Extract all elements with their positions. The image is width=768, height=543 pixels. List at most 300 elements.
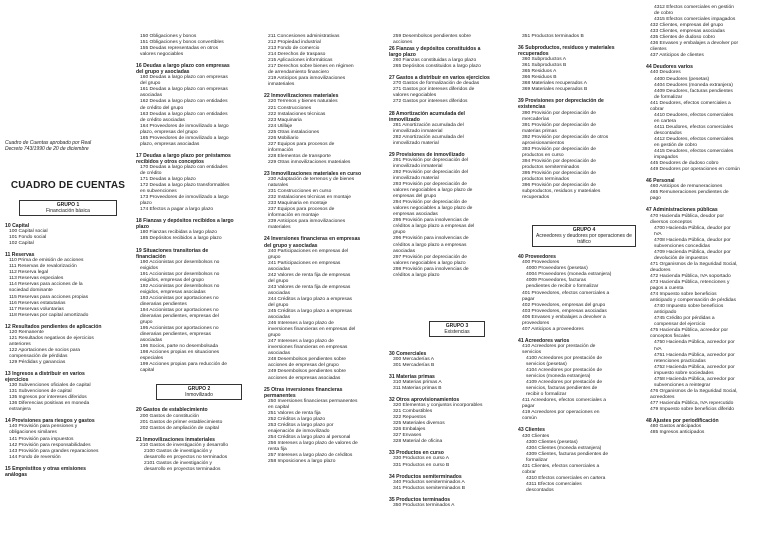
account-line: 331 Productos en curso B bbox=[393, 462, 450, 468]
account-line: 436 Envases y embalajes a devolver por bbox=[650, 41, 739, 47]
account-line: descontados bbox=[654, 130, 682, 136]
account-line: 390 Provisión por depreciación de bbox=[522, 110, 596, 116]
group-3-subtitle: Existencias bbox=[444, 328, 470, 335]
account-group-heading: largo plazo bbox=[389, 52, 416, 59]
account-line: 195 Accionistas por aportaciones no bbox=[140, 326, 219, 332]
account-line: 281 Amortización acumulada del bbox=[393, 122, 464, 128]
account-line: 272 Gastos por intereses diferidos bbox=[393, 99, 468, 105]
account-line: 227 Equipos para procesos de bbox=[268, 141, 335, 147]
account-line: 472 Hacienda Pública, IVA soportado bbox=[650, 273, 731, 279]
account-line: 369 Materiales recuperados B bbox=[522, 87, 588, 93]
account-line: 101 Fondo social bbox=[9, 235, 47, 241]
account-line: dinerarias pendientes bbox=[140, 301, 187, 307]
account-line: 200 Gastos de constitución bbox=[140, 413, 199, 419]
account-line: 479 Impuesto sobre beneficios diferido bbox=[650, 407, 735, 412]
account-group-heading: 33 Productos en curso bbox=[389, 450, 444, 457]
account-line: 365 Residuos A bbox=[522, 69, 557, 75]
account-line: acreedores bbox=[650, 394, 675, 400]
account-group-heading: 31 Materias primas bbox=[389, 373, 435, 380]
account-line: 4312 Efectos comerciales en gestión bbox=[654, 5, 734, 10]
account-line: cobrar bbox=[650, 106, 664, 112]
decree-note-line-2: Decreto 743/1990 de 20 de diciembre bbox=[5, 146, 89, 152]
account-group-heading: 35 Productos terminados bbox=[389, 496, 451, 503]
account-line: grupo bbox=[268, 333, 281, 339]
group-2-box bbox=[156, 384, 242, 400]
account-line: pagos a cuenta bbox=[650, 286, 684, 292]
account-line: 393 Provisión por depreciación de bbox=[522, 146, 596, 152]
account-line: 212 Propiedad industrial bbox=[268, 40, 321, 46]
account-line: 480 Gastos anticipados bbox=[650, 424, 702, 430]
account-line: 198 Acciones propias en situaciones bbox=[140, 350, 220, 356]
account-line: 229 Otras inmovilizaciones materiales bbox=[268, 159, 351, 165]
account-line: 340 Productos semiterminados A bbox=[393, 479, 465, 485]
account-line: 102 Capital bbox=[9, 241, 34, 247]
account-line: 4304 Clientes (moneda extranjera) bbox=[526, 445, 602, 451]
account-line: 328 Material de oficina bbox=[393, 439, 443, 445]
account-line: IVA bbox=[654, 346, 662, 352]
account-line: 430 Clientes bbox=[522, 433, 550, 439]
account-group-heading: 29 Provisiones de inmovilizado bbox=[389, 151, 465, 158]
account-line: 245 Créditos a largo plazo a empresas bbox=[268, 309, 353, 315]
account-line: renta fija bbox=[268, 447, 287, 453]
account-line: plazo, empresas asociadas bbox=[140, 141, 200, 147]
account-line: 401 Proveedores, efectos comerciales a bbox=[522, 290, 610, 296]
account-line: 4708 Hacienda Pública, deudor por bbox=[654, 237, 731, 243]
account-line: 246 Intereses a largo plazo de bbox=[268, 321, 334, 327]
account-line: valores negociables a largo plazo bbox=[393, 260, 466, 266]
account-group-heading: 10 Capital bbox=[5, 223, 30, 229]
account-line: 2100 Gastos de investigación y bbox=[144, 448, 212, 454]
account-group-heading: 22 Inmovilizaciones materiales bbox=[264, 93, 339, 100]
account-line: 4309 Clientes, facturas pendientes de bbox=[526, 451, 609, 457]
account-line: 122 Aportaciones de socios para bbox=[9, 347, 80, 353]
account-line: compensación de pérdidas bbox=[9, 353, 68, 359]
account-line: subvenciones concedidas bbox=[654, 243, 711, 249]
account-line: exigidos, empresas del grupo bbox=[140, 277, 204, 283]
account-line: 4412 Deudores, efectos comerciales bbox=[654, 136, 734, 142]
account-line: valores negociables bbox=[140, 52, 184, 58]
account-line: 4000 Proveedores (pesetas) bbox=[526, 266, 588, 272]
account-line: 118 Reservas por capital amortizado bbox=[9, 312, 89, 318]
account-group-heading: recibidos y otros conceptos bbox=[136, 158, 204, 165]
account-group-heading: 44 Deudores varios bbox=[646, 64, 693, 71]
account-line: 131 Subvenciones de capital bbox=[9, 389, 72, 395]
account-line: impagados bbox=[654, 155, 678, 161]
account-group-heading: 23 Inmovilizaciones materiales en curso bbox=[264, 170, 362, 177]
account-line: exigidos bbox=[140, 265, 158, 271]
account-group-heading: 28 Amortización acumulada del bbox=[389, 110, 465, 117]
account-line: aprovisionamientos bbox=[522, 140, 565, 146]
account-line: 431 Clientes, efectos comerciales a bbox=[522, 463, 600, 469]
account-line: 391 Provisión por depreciación de bbox=[522, 122, 596, 128]
account-line: 142 Provisión para responsabilidades bbox=[9, 442, 91, 448]
account-line: compensar del ejercicio bbox=[654, 322, 706, 328]
account-group-heading: 25 Otras inversiones financieras bbox=[264, 386, 343, 393]
account-line: inversiones financieras en empresas del bbox=[268, 327, 356, 333]
account-line: 111 Reservas de revalorización bbox=[9, 264, 77, 270]
account-line: 151 Obligaciones y bonos convertibles bbox=[140, 40, 224, 46]
account-line: 471 Organismos de la Seguridad Social, bbox=[650, 261, 738, 267]
account-line: 237 Equipos para procesos de bbox=[268, 207, 335, 213]
account-line: del grupo bbox=[268, 302, 289, 308]
account-line: de crédito bbox=[140, 170, 162, 176]
account-group-heading: 32 Otros aprovisionamientos bbox=[389, 397, 460, 404]
account-line: 180 Fianzas recibidas a largo plazo bbox=[140, 230, 217, 236]
account-line: 241 Participaciones en empresas bbox=[268, 260, 341, 266]
group-2-subtitle: Inmovilizado bbox=[185, 392, 213, 399]
account-line: 449 Deudores por operaciones en común bbox=[650, 167, 740, 173]
account-line: 249 Desembolsos pendientes sobre bbox=[268, 369, 347, 375]
account-line: 256 Intereses a largo plazo de valores de bbox=[268, 441, 358, 446]
account-line: 202 Gastos de ampliación de capital bbox=[140, 425, 219, 431]
account-line: en gestión de cobro bbox=[654, 143, 697, 149]
account-line: 193 Accionistas por aportaciones no bbox=[140, 295, 219, 301]
account-line: 254 Créditos a largo plazo al personal bbox=[268, 434, 351, 440]
group-1-subtitle: Financiación básica bbox=[46, 208, 90, 214]
account-line: 135 Ingresos por intereses diferidos bbox=[9, 395, 87, 401]
account-line: 4411 Deudores, efectos comerciales bbox=[654, 124, 734, 130]
account-line: asociadas bbox=[268, 266, 291, 272]
account-line: valores negociables a largo plazo de bbox=[393, 188, 473, 194]
account-line: 217 Derechos sobre bienes en régimen bbox=[268, 64, 354, 70]
account-line: 240 Participaciones en empresas del bbox=[268, 248, 349, 254]
account-line: 322 Repuestos bbox=[393, 415, 426, 421]
account-line: 330 Productos en curso A bbox=[393, 456, 450, 462]
account-line: 403 Proveedores, empresas asociadas bbox=[522, 308, 607, 314]
account-line: 110 Prima de emisión de acciones bbox=[9, 258, 84, 264]
account-line: asociadas bbox=[268, 351, 291, 357]
account-line: 301 Mercaderías B bbox=[393, 362, 435, 368]
account-line: 432 Clientes, empresas del grupo bbox=[650, 23, 724, 29]
account-line: 253 Créditos a largo plazo por bbox=[268, 422, 334, 428]
account-line: 258 Imposiciones a largo plazo bbox=[268, 459, 336, 465]
column-6 bbox=[646, 0, 766, 436]
account-line: 4700 Hacienda Pública, deudor por bbox=[654, 225, 731, 231]
account-line: empresas asociadas bbox=[393, 212, 438, 218]
account-line: 251 Valores de renta fija bbox=[268, 410, 321, 416]
account-line: 4009 Proveedores, facturas bbox=[526, 278, 587, 284]
account-line: servicios (pesetas) bbox=[526, 362, 567, 368]
account-line: 474 Impuesto sobre beneficios bbox=[650, 292, 717, 298]
account-line: grupo bbox=[268, 254, 281, 260]
account-line: 351 Productos terminados B bbox=[522, 34, 584, 39]
account-line: en subvenciones bbox=[140, 189, 177, 195]
account-line: 114 Reservas para acciones de la bbox=[9, 282, 83, 288]
account-line: inversiones financieras en empresas bbox=[268, 345, 348, 351]
account-line: 411 Acreedores, efectos comerciales a bbox=[522, 398, 606, 404]
account-list-col5a bbox=[518, 34, 644, 201]
account-group-heading: 40 Proveedores bbox=[518, 254, 556, 261]
account-line: 196 Socios, parte no desembolsada bbox=[140, 344, 219, 350]
account-group-heading: inmovilizado bbox=[389, 116, 420, 123]
account-line: 400 Proveedores bbox=[522, 260, 560, 266]
account-line: plazo, empresas del grupo bbox=[140, 129, 198, 135]
account-line: 244 Créditos a largo plazo a empresas bbox=[268, 296, 353, 302]
account-line: IVA bbox=[654, 231, 662, 237]
account-line: información en montaje bbox=[268, 213, 319, 219]
account-line: 433 Clientes, empresas asociadas bbox=[650, 29, 725, 35]
account-group-heading: 21 Inmovilizaciones inmateriales bbox=[136, 436, 215, 443]
account-line: 155 Deudas representadas en otros bbox=[140, 46, 219, 52]
account-line: 326 Embalajes bbox=[393, 427, 426, 433]
account-group-heading: del grupo y asociadas bbox=[264, 242, 318, 249]
account-line: en capital bbox=[268, 404, 289, 410]
account-line: 222 Instalaciones técnicas bbox=[268, 111, 326, 117]
account-line: 220 Terrenos y bienes naturales bbox=[268, 99, 338, 105]
account-line: acciones de empresas del grupo bbox=[268, 363, 339, 369]
account-line: 165 Proveedores de inmovilizado a largo bbox=[140, 135, 229, 141]
account-list-col4a bbox=[389, 34, 515, 279]
account-group-heading: existencias bbox=[518, 104, 546, 111]
account-line: materias primas bbox=[522, 128, 557, 134]
account-line: 4709 Hacienda Pública, deudor por bbox=[654, 249, 731, 255]
account-line: 4404 Deudores (moneda extranjera) bbox=[654, 82, 733, 88]
account-line: retenciones practicadas bbox=[654, 358, 706, 364]
account-line: 392 Provisión por depreciación de otros bbox=[522, 134, 609, 140]
account-line: 100 Capital social bbox=[9, 229, 48, 235]
account-line: 311 Materias primas B bbox=[393, 386, 442, 392]
account-line: asociadas bbox=[393, 248, 416, 254]
account-line: asociadas bbox=[268, 290, 291, 296]
account-line: 294 Provisión por depreciación de bbox=[393, 200, 467, 206]
account-line: subvenciones a reintegrar bbox=[654, 382, 711, 388]
account-line: deudores bbox=[650, 267, 671, 273]
account-group-heading: 39 Provisiones por depreciación de bbox=[518, 98, 604, 105]
account-line: anticipado bbox=[654, 310, 677, 316]
account-line: créditos a largo plazo a empresas bbox=[393, 242, 467, 248]
account-line: 173 Proveedores de inmovilizado a largo bbox=[140, 195, 229, 201]
account-line: formalizar bbox=[526, 457, 548, 463]
group-3-title: GRUPO 3 bbox=[445, 322, 469, 329]
account-line: 271 Gastos por intereses diferidos de bbox=[393, 87, 475, 93]
account-line: plazo bbox=[140, 201, 152, 207]
account-line: 170 Deudas a largo plazo con entidades bbox=[140, 164, 228, 170]
account-line: 435 Clientes de dudoso cobro bbox=[650, 35, 715, 41]
account-line: 130 Subvenciones oficiales de capital bbox=[9, 383, 91, 389]
account-line: empresas del grupo bbox=[393, 194, 437, 200]
account-line: extranjera bbox=[9, 407, 31, 413]
account-line: créditos a largo plazo bbox=[393, 272, 440, 278]
account-group-heading: 20 Gastos de establecimiento bbox=[136, 407, 208, 414]
account-line: inmovilizado material bbox=[393, 140, 439, 146]
account-line: desarrollo en proyectos terminados bbox=[144, 466, 221, 472]
account-line: 252 Créditos a largo plazo bbox=[268, 416, 326, 422]
account-line: 265 Depósitos constituidos a largo plazo bbox=[393, 64, 481, 70]
account-line: 465 Remuneraciones pendientes de bbox=[650, 190, 729, 196]
account-line: acciones bbox=[393, 40, 413, 46]
account-line: 406 Envases y embalajes a devolver a bbox=[522, 314, 606, 320]
account-line: cobrar bbox=[522, 469, 536, 475]
group-4-title: GRUPO 4 bbox=[572, 227, 596, 234]
account-group-heading: plazo bbox=[136, 224, 150, 231]
account-line: 150 Obligaciones y bonos bbox=[140, 34, 197, 39]
account-line: 325 Materiales diversos bbox=[393, 421, 445, 427]
account-line: 260 Fianzas constituidas a largo plazo bbox=[393, 58, 477, 64]
account-line: 163 Deudas a largo plazo con entidades bbox=[140, 111, 228, 117]
account-line: 4104 Acreedores por prestación de bbox=[526, 368, 603, 374]
group-4-box bbox=[532, 225, 636, 247]
account-line: 4400 Deudores (pesetas) bbox=[654, 76, 710, 82]
account-line: 232 Instalaciones técnicas en montaje bbox=[268, 195, 351, 201]
column-1 bbox=[5, 0, 131, 478]
account-line: de cobro bbox=[654, 11, 674, 17]
account-line: 476 Organismos de la Seguridad Social, bbox=[650, 388, 738, 394]
account-line: 160 Deudas a largo plazo con empresas bbox=[140, 75, 228, 81]
group-1-box bbox=[19, 200, 117, 216]
account-group-heading: 43 Clientes bbox=[518, 427, 545, 434]
account-line: grupo bbox=[140, 320, 153, 326]
decree-note-line-1: Cuadro de Cuentas aprobado por Real bbox=[5, 140, 92, 146]
account-line: 194 Accionistas por aportaciones no bbox=[140, 307, 219, 313]
account-list-col6 bbox=[646, 5, 766, 436]
account-line: 210 Gastos de investigación y desarrollo bbox=[140, 442, 229, 448]
account-line: 223 Maquinaria bbox=[268, 117, 302, 123]
account-line: 296 Provisión para insolvencias de bbox=[393, 236, 469, 242]
decree-note bbox=[5, 140, 131, 152]
account-line: 161 Deudas a largo plazo con empresas bbox=[140, 87, 228, 93]
account-line: 226 Mobiliario bbox=[268, 135, 299, 141]
account-line: 144 Fondo de reversión bbox=[9, 454, 61, 460]
account-line: valores negociables bbox=[393, 93, 437, 99]
column-2 bbox=[136, 0, 262, 473]
account-line: subproductos, residuos y materiales bbox=[522, 189, 601, 195]
account-line: obligaciones similares bbox=[9, 430, 57, 436]
account-line: 360 Subproductos A bbox=[522, 57, 567, 63]
account-line: devolución de impuestos bbox=[654, 255, 708, 261]
account-line: 297 Provisión por depreciación de bbox=[393, 254, 467, 260]
account-line: 185 Depósitos recibidos a largo plazo bbox=[140, 236, 222, 242]
account-line: inmovilizado inmaterial bbox=[393, 163, 443, 169]
account-line: 341 Productos semiterminados B bbox=[393, 485, 466, 491]
account-list-col2a bbox=[136, 34, 262, 374]
account-line: capital bbox=[140, 368, 155, 374]
account-group-heading: 11 Reservas bbox=[5, 252, 35, 259]
account-line: 4751 Hacienda Pública, acreedor por bbox=[654, 352, 735, 358]
account-line: servicios bbox=[522, 349, 542, 355]
account-line: asociadas bbox=[268, 315, 291, 321]
account-line: 419 Acreedores por operaciones en bbox=[522, 410, 600, 416]
account-line: 215 Aplicaciones informáticas bbox=[268, 58, 333, 64]
account-line: 162 Deudas a largo plazo con entidades bbox=[140, 99, 228, 105]
account-line: recuperados bbox=[522, 195, 550, 201]
account-line: exigidos, empresas asociadas bbox=[140, 289, 206, 295]
account-line: 121 Resultados negativos de ejercicios bbox=[9, 335, 94, 341]
account-line: 4415 Deudores, efectos comerciales bbox=[654, 149, 734, 155]
account-line: del grupo bbox=[140, 81, 161, 87]
account-line: 116 Reservas estatutarias bbox=[9, 300, 66, 306]
account-line: 473 Hacienda Pública, retenciones y bbox=[650, 280, 730, 286]
account-line: 4740 Impuesto sobre beneficios bbox=[654, 304, 724, 310]
account-line: inmateriales bbox=[268, 82, 295, 88]
account-line: pagar bbox=[522, 404, 535, 410]
column-3 bbox=[264, 0, 388, 465]
account-line: proveedores bbox=[522, 320, 550, 326]
group-3-box bbox=[429, 321, 485, 337]
account-group-heading: 36 Subproductos, residuos y materiales bbox=[518, 45, 615, 52]
account-line: 366 Residuos B bbox=[522, 75, 557, 81]
account-line: 291 Provisión por depreciación del bbox=[393, 157, 469, 163]
account-line: dinerarias pendientes, empresas bbox=[140, 332, 211, 338]
account-line: 4758 Hacienda Pública, acreedor por bbox=[654, 376, 735, 382]
account-line: 295 Provisión para insolvencias de bbox=[393, 218, 469, 224]
account-line: 143 Provisión para grandes reparaciones bbox=[9, 448, 99, 454]
account-line: 191 Accionistas por desembolsos no bbox=[140, 271, 220, 277]
account-line: 247 Intereses a largo plazo de bbox=[268, 339, 334, 345]
account-line: pendientes de recibir o formalizar bbox=[526, 284, 599, 290]
group-1-title: GRUPO 1 bbox=[56, 202, 80, 208]
account-line: en cartera bbox=[654, 118, 677, 124]
account-line: 394 Provisión por depreciación de bbox=[522, 158, 596, 164]
account-line: especiales bbox=[140, 356, 164, 362]
account-group-heading: 14 Provisiones para riesgos y gastos bbox=[5, 418, 95, 425]
account-line: 437 Anticipos de clientes bbox=[650, 53, 704, 59]
account-line: diversos conceptos bbox=[650, 219, 692, 225]
group-2-title: GRUPO 2 bbox=[187, 386, 211, 393]
account-line: 445 Deudores de dudoso cobro bbox=[650, 161, 719, 167]
account-line: 242 Valores de renta fija de empresas bbox=[268, 272, 351, 278]
account-line: 140 Provisión para pensiones y bbox=[9, 424, 78, 430]
account-line: 4311 Efectos comerciales bbox=[526, 481, 582, 487]
account-line: 310 Materias primas A bbox=[393, 379, 442, 385]
account-line: 211 Concesiones administrativas bbox=[268, 34, 340, 39]
account-line: 201 Gastos de primer establecimiento bbox=[140, 419, 223, 425]
account-line: 239 Anticipos para inmovilizaciones bbox=[268, 219, 346, 225]
account-line: 117 Reservas voluntarias bbox=[9, 306, 64, 312]
account-line: 225 Otras instalaciones bbox=[268, 129, 320, 135]
account-line: 361 Subproductos B bbox=[522, 63, 567, 69]
account-line: 4409 Deudores, facturas pendientes bbox=[654, 88, 733, 94]
account-line: 470 Hacienda Pública, deudor por bbox=[650, 213, 724, 219]
column-4 bbox=[389, 0, 515, 509]
account-line: pago bbox=[650, 196, 661, 202]
account-line: grupo bbox=[393, 230, 406, 236]
account-list-col1 bbox=[5, 223, 131, 478]
account-line: 477 Hacienda Pública, IVA repercutido bbox=[650, 400, 734, 406]
account-line: conceptos fiscales bbox=[650, 334, 690, 340]
account-group-heading: 24 Inversiones financieras en empresas bbox=[264, 236, 361, 243]
account-line: 199 Acciones propias para reducción de bbox=[140, 362, 228, 368]
account-group-heading: 34 Productos semiterminados bbox=[389, 473, 462, 480]
account-group-heading: 47 Administraciones públicas bbox=[646, 207, 718, 214]
account-line: información bbox=[268, 147, 294, 153]
account-line: 350 Productos terminados A bbox=[393, 502, 455, 508]
account-line: 233 Maquinaria en montaje bbox=[268, 201, 328, 207]
account-line: créditos a largo plazo a empresas del bbox=[393, 224, 475, 230]
account-line: 321 Combustibles bbox=[393, 409, 433, 415]
account-line: impuesto sobre sociedades bbox=[654, 370, 714, 376]
column-5 bbox=[518, 0, 644, 494]
account-line: 4750 Hacienda Pública, acreedor por bbox=[654, 340, 735, 346]
account-line: 129 Pérdidas y ganancias bbox=[9, 359, 66, 365]
account-line: 250 Inversiones financieras permanentes bbox=[268, 398, 358, 404]
account-line: 4310 Efectos comerciales en cartera bbox=[526, 475, 606, 481]
account-line: 4100 Acreedores por prestación de bbox=[526, 355, 603, 361]
account-line: 257 Intereses a largo plazo de créditos bbox=[268, 453, 353, 459]
account-line: de crédito del grupo bbox=[140, 105, 184, 111]
account-group-heading: 13 Ingresos a distribuir en varios bbox=[5, 371, 85, 378]
account-line: 115 Reservas para acciones propias bbox=[9, 294, 89, 300]
account-line: 4004 Proveedores (moneda extranjera) bbox=[526, 272, 612, 278]
account-line: 214 Derechos de traspaso bbox=[268, 52, 326, 58]
account-line: 485 Ingresos anticipados bbox=[650, 430, 705, 436]
account-line: 228 Elementos de transporte bbox=[268, 153, 331, 159]
account-group-heading: 26 Fianzas y depósitos constituidos a bbox=[389, 46, 481, 53]
account-group-heading: 17 Deudas a largo plazo por préstamos bbox=[136, 152, 231, 159]
account-line: 171 Deudas a largo plazo bbox=[140, 177, 196, 183]
account-line: 4109 Acreedores por prestación de bbox=[526, 380, 603, 386]
account-line: de crédito asociadas bbox=[140, 117, 185, 123]
account-group-heading: 16 Deudas a largo plazo con empresas bbox=[136, 63, 230, 70]
